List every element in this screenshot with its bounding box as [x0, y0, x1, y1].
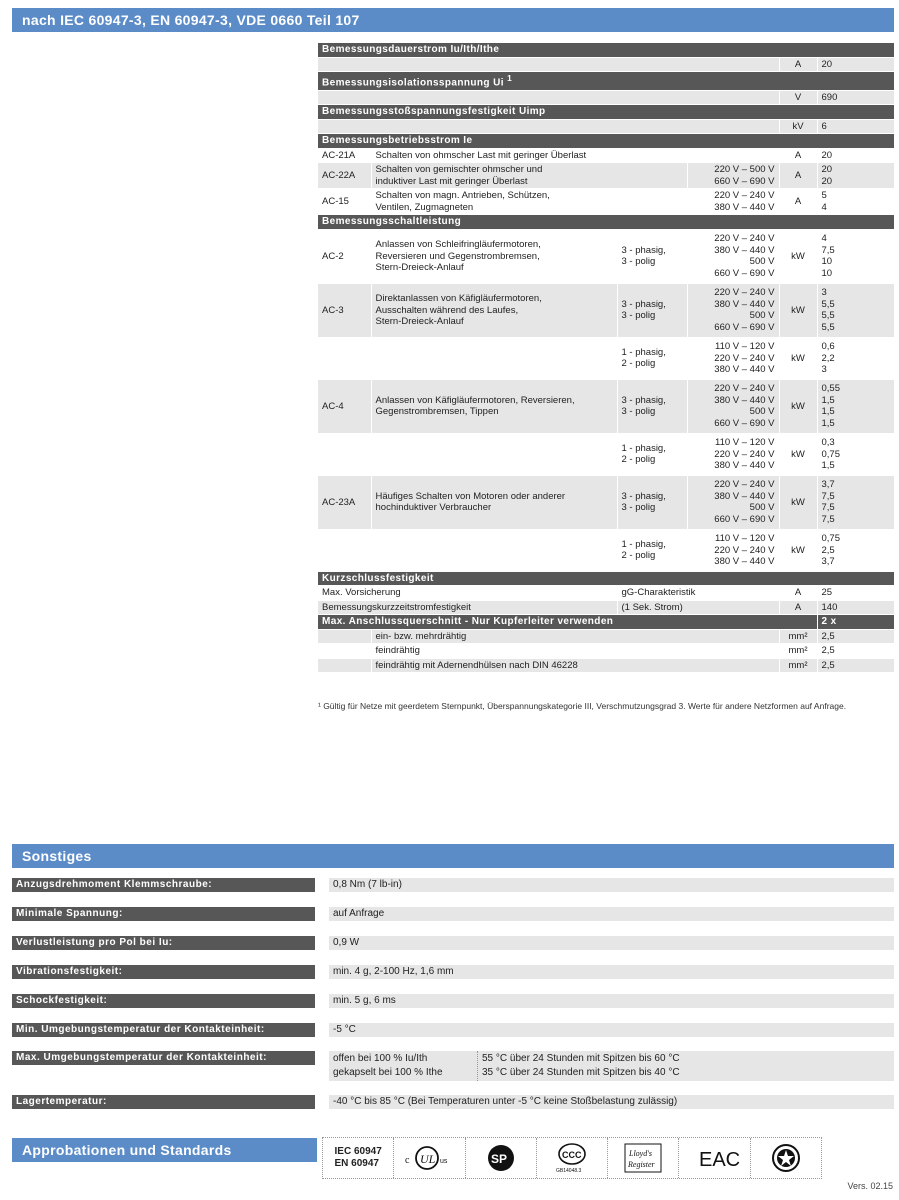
description-cell: Anlassen von Schleifringläufermotoren, Reversieren und Gegenstrombremsen, Stern-Dreieck-Anlauf — [371, 229, 617, 283]
cross-section-label: Max. Anschlussquerschnitt - Nur Kupferleiter verwenden — [318, 615, 817, 630]
insulation-voltage-header — [318, 72, 894, 91]
empty-cell — [318, 644, 371, 659]
sonstiges-row — [12, 1023, 894, 1037]
switching-capacity-row — [318, 433, 894, 475]
unit-cell: kV — [779, 119, 817, 134]
sonstiges-value: 0,9 W — [329, 936, 894, 950]
insulation-voltage-row — [318, 90, 894, 105]
operating-current-row — [318, 163, 894, 189]
voltage-cell: 220 V – 240 V 380 V – 440 V 500 V 660 V – 690 V — [687, 283, 779, 337]
unit-cell: A — [779, 189, 817, 215]
impulse-voltage-header — [318, 105, 894, 120]
operating-current-row — [318, 148, 894, 163]
voltage-cell: 110 V – 120 V 220 V – 240 V 380 V – 440 V — [687, 433, 779, 475]
ccc-logo — [537, 1138, 608, 1178]
sonstiges-label: Minimale Spannung: — [12, 907, 315, 921]
short-circuit-header-label: Kurzschlussfestigkeit — [318, 571, 894, 586]
value-cell: 6 — [817, 119, 894, 134]
value-cell: 20 — [817, 148, 894, 163]
switching-capacity-row — [318, 379, 894, 433]
value-cell: 2,5 — [817, 658, 894, 673]
description-cell: Schalten von ohmscher Last mit geringer Überlast — [371, 148, 687, 163]
value-cell: 690 — [817, 90, 894, 105]
empty-cell — [318, 629, 371, 644]
label-cell: Max. Vorsicherung — [318, 586, 617, 601]
unit-cell: kW — [779, 379, 817, 433]
sonstiges-row — [12, 907, 894, 921]
description-cell: Häufiges Schalten von Motoren oder anderer hochinduktiver Verbraucher — [371, 475, 617, 529]
empty-cell — [318, 57, 779, 72]
svg-text:c: c — [405, 1155, 410, 1166]
cross-section-header — [318, 615, 894, 630]
iec-standard-cell — [323, 1138, 394, 1178]
value-cell: 0,75 2,5 3,7 — [817, 529, 894, 571]
category-cell: AC-23A — [318, 475, 371, 529]
unit-cell: mm² — [779, 644, 817, 659]
operating-current-header — [318, 134, 894, 149]
label-cell: Bemessungskurzzeitstromfestigkeit — [318, 600, 617, 615]
unit-cell: A — [779, 600, 817, 615]
switching-capacity-header — [318, 215, 894, 230]
switching-capacity-row — [318, 529, 894, 571]
phase-cell: 3 - phasig, 3 - polig — [617, 229, 687, 283]
voltage-cell: 110 V – 120 V 220 V – 240 V 380 V – 440 V — [687, 529, 779, 571]
svg-text:Register: Register — [628, 1160, 655, 1169]
rated-current-header — [318, 43, 894, 57]
phase-cell: 1 - phasig, 2 - polig — [617, 337, 687, 379]
empty-cell — [318, 658, 371, 673]
description-cell: Direktanlassen von Käfigläufermotoren, Ausschalten während des Laufes, Stern-Dreieck-Anlauf — [371, 283, 617, 337]
unit-cell: kW — [779, 337, 817, 379]
voltage-cell: 220 V – 240 V 380 V – 440 V 500 V 660 V – 690 V — [687, 379, 779, 433]
approbationen-title: Approbationen und Standards — [22, 1142, 232, 1158]
switching-capacity-row — [318, 229, 894, 283]
version-label: Vers. 02.15 — [847, 1181, 893, 1191]
cross-section-row — [318, 644, 894, 659]
rina-logo — [751, 1138, 821, 1178]
rated-current-header-label: Bemessungsdauerstrom Iu/Ith/Ithe — [318, 43, 894, 57]
value-cell: 3,7 7,5 7,5 7,5 — [817, 475, 894, 529]
switching-capacity-row — [318, 337, 894, 379]
switching-capacity-header-label: Bemessungsschaltleistung — [318, 215, 894, 230]
storage-temp-value: -40 °C bis 85 °C (Bei Temperaturen unter -5 °C keine Stoßbelastung zulässig) — [329, 1095, 894, 1109]
short-circuit-header — [318, 571, 894, 586]
description-cell: feindrähtig mit Adernendhülsen nach DIN 46228 — [371, 658, 779, 673]
value-cell: 3 5,5 5,5 5,5 — [817, 283, 894, 337]
description-cell: feindrähtig — [371, 644, 779, 659]
voltage-cell: 220 V – 500 V 660 V – 690 V — [687, 163, 779, 189]
specification-table — [318, 43, 895, 673]
phase-cell: 3 - phasig, 3 - polig — [617, 283, 687, 337]
sonstiges-row — [12, 965, 894, 979]
unit-cell: kW — [779, 475, 817, 529]
phase-cell: 1 - phasig, 2 - polig — [617, 433, 687, 475]
svg-text:GB14048.3: GB14048.3 — [555, 1168, 582, 1174]
category-cell: AC-4 — [318, 379, 371, 433]
value-cell: 2,5 — [817, 644, 894, 659]
short-circuit-row — [318, 600, 894, 615]
short-circuit-row — [318, 586, 894, 601]
voltage-cell: 110 V – 120 V 220 V – 240 V 380 V – 440 V — [687, 337, 779, 379]
category-cell: AC-15 — [318, 189, 371, 215]
max-ambient-temp-label: Max. Umgebungstemperatur der Kontakteinheit: — [12, 1051, 315, 1065]
value-cell: 2,5 — [817, 629, 894, 644]
svg-text:Lloyd's: Lloyd's — [629, 1149, 653, 1158]
max-temp-enclosed: gekapselt bei 100 % Ithe — [333, 1067, 443, 1078]
empty-cell — [318, 90, 779, 105]
category-cell: AC-3 — [318, 283, 371, 337]
sonstiges-row — [12, 936, 894, 950]
voltage-cell: 220 V – 240 V 380 V – 440 V 500 V 660 V – 690 V — [687, 229, 779, 283]
unit-cell: A — [779, 57, 817, 72]
value-cell: 20 — [817, 57, 894, 72]
category-cell — [318, 529, 371, 571]
value-cell: 0,55 1,5 1,5 1,5 — [817, 379, 894, 433]
unit-cell: A — [779, 163, 817, 189]
value-cell: 4 7,5 10 10 — [817, 229, 894, 283]
unit-cell: V — [779, 90, 817, 105]
sonstiges-row — [12, 994, 894, 1008]
sonstiges-value: 0,8 Nm (7 lb-in) — [329, 878, 894, 892]
description-cell: (1 Sek. Strom) — [617, 600, 779, 615]
cross-section-row — [318, 629, 894, 644]
value-cell: 20 20 — [817, 163, 894, 189]
unit-cell: kW — [779, 229, 817, 283]
category-cell — [318, 337, 371, 379]
unit-cell: mm² — [779, 658, 817, 673]
max-temp-open: offen bei 100 % Iu/Ith — [333, 1053, 428, 1064]
category-cell: AC-22A — [318, 163, 371, 189]
csa-logo — [466, 1138, 537, 1178]
empty-cell — [318, 119, 779, 134]
value-cell: 0,6 2,2 3 — [817, 337, 894, 379]
sonstiges-value: auf Anfrage — [329, 907, 894, 921]
sonstiges-label: Anzugsdrehmoment Klemmschraube: — [12, 878, 315, 892]
value-cell: 5 4 — [817, 189, 894, 215]
cul-us-logo — [394, 1138, 465, 1178]
sonstiges-title: Sonstiges — [22, 848, 92, 864]
phase-cell: 3 - phasig, 3 - polig — [617, 379, 687, 433]
footnote: ¹ Gültig für Netze mit geerdetem Sternpunkt, Überspannungskategorie III, Verschmutzungsgrad 3. Werte für andere Netzformen auf Anfrage. — [318, 701, 847, 711]
switching-capacity-row — [318, 475, 894, 529]
description-cell: gG-Charakteristik — [617, 586, 779, 601]
category-cell — [318, 433, 371, 475]
voltage-cell: 220 V – 240 V 380 V – 440 V — [687, 189, 779, 215]
svg-text:EAC: EAC — [698, 1149, 740, 1171]
voltage-cell: 220 V – 240 V 380 V – 440 V 500 V 660 V – 690 V — [687, 475, 779, 529]
cross-section-multiplier: 2 x — [817, 615, 894, 630]
storage-temp-row — [12, 1095, 894, 1109]
insulation-voltage-header-label: Bemessungsisolationsspannung Ui $^1$ — [318, 72, 894, 91]
unit-cell: kW — [779, 433, 817, 475]
description-cell — [371, 337, 617, 379]
svg-text:UL: UL — [420, 1152, 436, 1166]
max-ambient-temp-row — [12, 1051, 894, 1078]
cross-section-row — [318, 658, 894, 673]
operating-current-row — [318, 189, 894, 215]
unit-cell: A — [779, 586, 817, 601]
phase-cell: 1 - phasig, 2 - polig — [617, 529, 687, 571]
unit-cell: mm² — [779, 629, 817, 644]
voltage-cell — [687, 148, 779, 163]
standards-header — [12, 8, 894, 32]
svg-text:us: us — [440, 1158, 448, 1165]
max-ambient-temp-value — [329, 1051, 894, 1081]
sonstiges-value: min. 5 g, 6 ms — [329, 994, 894, 1008]
operating-current-header-label: Bemessungsbetriebsstrom Ie — [318, 134, 894, 149]
certification-logos — [322, 1137, 822, 1179]
unit-cell: kW — [779, 529, 817, 571]
category-cell: AC-21A — [318, 148, 371, 163]
eac-logo — [679, 1138, 750, 1178]
approbationen-header — [12, 1138, 317, 1162]
description-cell — [371, 433, 617, 475]
unit-cell: A — [779, 148, 817, 163]
sonstiges-label: Vibrationsfestigkeit: — [12, 965, 315, 979]
sonstiges-label: Schockfestigkeit: — [12, 994, 315, 1008]
max-temp-open-value: 55 °C über 24 Stunden mit Spitzen bis 60 °C — [482, 1053, 680, 1064]
sonstiges-value: -5 °C — [329, 1023, 894, 1037]
value-cell: 0,3 0,75 1,5 — [817, 433, 894, 475]
switching-capacity-row — [318, 283, 894, 337]
description-cell — [371, 529, 617, 571]
impulse-voltage-row — [318, 119, 894, 134]
rated-current-row — [318, 57, 894, 72]
en-standard: EN 60947 — [334, 1158, 379, 1169]
iec-standard: IEC 60947 — [334, 1146, 382, 1157]
impulse-voltage-header-label: Bemessungsstoßspannungsfestigkeit Uimp — [318, 105, 894, 120]
value-cell: 25 — [817, 586, 894, 601]
lloyds-register-logo — [608, 1138, 679, 1178]
sonstiges-header — [12, 844, 894, 868]
unit-cell: kW — [779, 283, 817, 337]
description-cell: ein- bzw. mehrdrähtig — [371, 629, 779, 644]
sonstiges-label: Min. Umgebungstemperatur der Kontakteinheit: — [12, 1023, 315, 1037]
category-cell: AC-2 — [318, 229, 371, 283]
storage-temp-label: Lagertemperatur: — [12, 1095, 315, 1109]
description-cell: Schalten von gemischter ohmscher und induktiver Last mit geringer Überlast — [371, 163, 687, 189]
max-temp-enclosed-value: 35 °C über 24 Stunden mit Spitzen bis 40 °C — [482, 1067, 680, 1078]
svg-text:SP: SP — [490, 1152, 507, 1166]
svg-text:CCC: CCC — [561, 1150, 582, 1160]
sonstiges-row — [12, 878, 894, 892]
description-cell: Anlassen von Käfigläufermotoren, Reversieren, Gegenstrombremsen, Tippen — [371, 379, 617, 433]
phase-cell: 3 - phasig, 3 - polig — [617, 475, 687, 529]
sonstiges-label: Verlustleistung pro Pol bei Iu: — [12, 936, 315, 950]
standards-header-text: nach IEC 60947-3, EN 60947-3, VDE 0660 Teil 107 — [22, 12, 360, 28]
sonstiges-value: min. 4 g, 2-100 Hz, 1,6 mm — [329, 965, 894, 979]
value-cell: 140 — [817, 600, 894, 615]
description-cell: Schalten von magn. Antrieben, Schützen, Ventilen, Zugmagneten — [371, 189, 687, 215]
